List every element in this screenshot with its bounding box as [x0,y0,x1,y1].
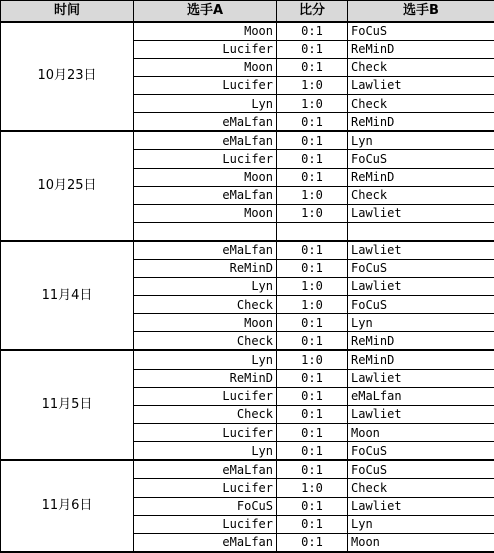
header-player-a: 选手A [134,1,277,22]
header-time: 时间 [1,1,134,22]
player-a-cell: Moon [134,204,277,222]
player-b-cell: FoCuS [348,460,494,479]
player-a-cell: eMaLfan [134,460,277,479]
player-b-cell: FoCuS [348,442,494,461]
player-b-cell: Lawliet [348,204,494,222]
player-b-cell: ReMinD [348,168,494,186]
score-cell: 1:0 [277,186,348,204]
score-cell: 0:1 [277,259,348,277]
player-b-cell: FoCuS [348,296,494,314]
player-a-cell: Lucifer [134,40,277,58]
player-b-cell: Check [348,479,494,497]
header-row [1,1,494,22]
player-a-cell: eMaLfan [134,241,277,260]
player-a-cell: Moon [134,22,277,41]
player-b-cell: Lyn [348,515,494,533]
player-a-cell: eMaLfan [134,533,277,552]
score-cell: 1:0 [277,277,348,295]
player-a-cell: Check [134,332,277,351]
player-a-cell: Lyn [134,277,277,295]
player-a-cell: Check [134,405,277,423]
player-b-cell [348,222,494,240]
score-cell: 0:1 [277,150,348,168]
table-body [1,22,494,553]
player-b-cell: ReMinD [348,332,494,351]
player-a-cell [134,222,277,240]
match-row [1,131,494,150]
score-cell: 1:0 [277,296,348,314]
player-b-cell: FoCuS [348,259,494,277]
score-cell: 0:1 [277,423,348,441]
score-cell: 1:0 [277,95,348,113]
player-b-cell: Check [348,58,494,76]
player-a-cell: Lucifer [134,76,277,94]
score-cell [277,222,348,240]
player-a-cell: Moon [134,58,277,76]
score-cell: 0:1 [277,22,348,41]
score-cell: 0:1 [277,369,348,387]
player-a-cell: Lyn [134,442,277,461]
player-b-cell: FoCuS [348,150,494,168]
player-b-cell: Moon [348,423,494,441]
score-cell: 1:0 [277,204,348,222]
player-b-cell: Lawliet [348,405,494,423]
player-a-cell: Lucifer [134,387,277,405]
player-b-cell: Moon [348,533,494,552]
player-a-cell: Lyn [134,95,277,113]
player-b-cell: ReMinD [348,113,494,132]
score-cell: 1:0 [277,350,348,369]
score-cell: 0:1 [277,442,348,461]
player-b-cell: Check [348,186,494,204]
player-a-cell: Lucifer [134,515,277,533]
player-b-cell: eMaLfan [348,387,494,405]
match-row [1,241,494,260]
score-cell: 0:1 [277,58,348,76]
player-a-cell: eMaLfan [134,186,277,204]
score-cell: 1:0 [277,76,348,94]
player-b-cell: Lawliet [348,277,494,295]
score-cell: 0:1 [277,497,348,515]
player-b-cell: ReMinD [348,350,494,369]
player-a-cell: Lucifer [134,423,277,441]
player-b-cell: FoCuS [348,22,494,41]
score-cell: 0:1 [277,314,348,332]
score-cell: 0:1 [277,332,348,351]
player-b-cell: Lyn [348,131,494,150]
score-cell: 0:1 [277,113,348,132]
player-a-cell: Moon [134,168,277,186]
date-cell: 11月5日 [1,350,134,460]
player-a-cell: eMaLfan [134,113,277,132]
player-b-cell: Lyn [348,314,494,332]
score-cell: 0:1 [277,387,348,405]
score-cell: 0:1 [277,168,348,186]
table-header [1,1,494,22]
player-a-cell: Moon [134,314,277,332]
date-cell: 10月25日 [1,131,134,240]
score-cell: 1:0 [277,479,348,497]
player-a-cell: FoCuS [134,497,277,515]
player-b-cell: Check [348,95,494,113]
date-cell: 11月6日 [1,460,134,552]
player-a-cell: Check [134,296,277,314]
player-a-cell: eMaLfan [134,131,277,150]
player-b-cell: Lawliet [348,76,494,94]
player-b-cell: ReMinD [348,40,494,58]
score-cell: 0:1 [277,515,348,533]
date-cell: 10月23日 [1,22,134,132]
date-cell: 11月4日 [1,241,134,351]
match-row [1,350,494,369]
player-a-cell: ReMinD [134,259,277,277]
score-cell: 0:1 [277,405,348,423]
match-row [1,460,494,479]
score-cell: 0:1 [277,241,348,260]
match-row [1,22,494,41]
player-a-cell: ReMinD [134,369,277,387]
player-a-cell: Lucifer [134,479,277,497]
score-cell: 0:1 [277,533,348,552]
score-cell: 0:1 [277,40,348,58]
player-b-cell: Lawliet [348,241,494,260]
score-cell: 0:1 [277,460,348,479]
score-cell: 0:1 [277,131,348,150]
player-b-cell: Lawliet [348,497,494,515]
player-b-cell: Lawliet [348,369,494,387]
player-a-cell: Lyn [134,350,277,369]
header-score: 比分 [277,1,348,22]
player-a-cell: Lucifer [134,150,277,168]
header-player-b: 选手B [348,1,494,22]
